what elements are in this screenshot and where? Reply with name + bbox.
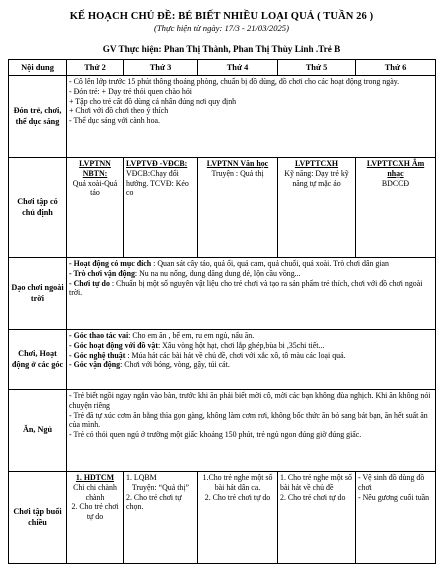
table-row <box>9 390 436 472</box>
activity-cell <box>278 158 356 258</box>
plan-teachers: GV Thực hiện: Phan Thị Thành, Phan Thị Thùy Linh .Trẻ B <box>102 44 341 54</box>
text-line: - Chơi tự do : Chuẩn bị một số nguyên vật liệu cho trẻ chơi và tạo ra sản phẩm trẻ thích, chơi với đồ chơi ngoài trời. <box>69 278 423 298</box>
activity-title: LVPTTCXH <box>294 159 339 168</box>
activity-title: LVPTVĐ -VĐCB: <box>126 159 188 168</box>
activity-body: BDCCĐ <box>381 178 410 188</box>
afternoon-cell <box>278 472 356 564</box>
text-line: - Trẻ biết ngồi ngay ngắn vào bàn, trước khi ăn phải biết mời cô, mời các bạn không đùa nghịch. Khi ăn không nói chuyện riêng <box>69 391 431 410</box>
column-header: Thứ 3 <box>124 60 198 76</box>
activity-body: VĐCB:Chạy đổi hướng. TCVĐ: Kéo co <box>126 168 189 198</box>
activity-cell <box>67 158 124 258</box>
plan-dates: (Thực hiện từ ngày: 17/3 - 21/03/2025) <box>154 23 289 33</box>
activity-cell <box>356 158 436 258</box>
table-row <box>9 76 436 158</box>
row-label: Dạo chơi ngoài trời <box>9 258 67 330</box>
text-line: + Chơi với đồ chơi theo ý thích <box>69 106 169 116</box>
text-line: - Trẻ có thói quen ngủ ở trường một giấc khoảng 150 phút, trẻ ngủ ngon đúng giờ đúng giấc. <box>69 430 362 440</box>
weekly-plan-table <box>8 59 436 564</box>
activity-title: LVPTTCXH Âm nhạc <box>366 159 425 178</box>
choi-goc-content <box>67 330 436 390</box>
column-header: Nội dung <box>9 60 67 76</box>
activity-cell <box>124 158 198 258</box>
afternoon-cell <box>356 472 436 564</box>
text-line: - Đón trẻ: + Dạy trẻ thói quen chào hỏi <box>69 86 192 96</box>
afternoon-cell <box>124 472 198 564</box>
row-label: Đón trẻ, chơi, thể dục sáng <box>9 76 67 158</box>
table-row <box>9 330 436 390</box>
column-header: Thứ 5 <box>278 60 356 76</box>
text-line: Truyện: “Quả thị” <box>131 482 190 492</box>
text-line: - Thể dục sáng với cành hoa. <box>69 116 161 126</box>
text-line: 2. Cho trẻ chơi tự do <box>204 492 271 502</box>
text-line: 2. Cho trẻ chơi tự do <box>71 502 119 522</box>
table-row <box>9 472 436 564</box>
text-line: 2. Cho trẻ chơi tự chọn. <box>126 492 182 512</box>
row-label: Chơi, Hoạt động ở các góc <box>9 330 67 390</box>
text-line: - Nêu gương cuối tuần <box>358 492 430 502</box>
table-row <box>9 158 436 258</box>
activity-title: LVPTNN Văn học <box>206 159 269 168</box>
activity-title: LVPTNN NBTN: <box>79 159 111 178</box>
afternoon-cell <box>198 472 278 564</box>
activity-title: 1. HDTCM <box>75 473 115 482</box>
column-header: Thứ 6 <box>356 60 436 76</box>
activity-title: 1. LQBM <box>126 473 157 482</box>
text-line: - Hoạt động có mục đích : Quan sát cây táo, quả ổi, quả cam, quả chuối, quả xoài. Trò chơi dân gian <box>69 259 389 268</box>
activity-body: Truyện : Quả thị <box>211 168 264 178</box>
text-line: - Góc nghệ thuật : Múa hát các bài hát về chủ đề, chơi với xắc xô, tô màu các loại quả. <box>69 350 346 360</box>
column-header: Thứ 4 <box>198 60 278 76</box>
text-line: - Góc thao tác vai: Cho em ăn , bế em, ru em ngủ, nấu ăn. <box>69 331 255 340</box>
table-row <box>9 258 436 330</box>
afternoon-cell <box>67 472 124 564</box>
activity-body: Quả xoài-Quả táo <box>72 178 118 198</box>
text-line: 2. Cho trẻ chơi tự do <box>280 492 346 502</box>
row-label: Chơi tập có chủ định <box>9 158 67 258</box>
an-ngu-content <box>67 390 436 472</box>
text-line: - Góc hoạt động với đồ vật: Xâu vòng hột hạt, chơi lắp ghép,bùa bi ,35chi tiết... <box>69 340 325 350</box>
table-header-row <box>9 60 436 76</box>
text-line: 1. Cho trẻ nghe một số bài hát về chủ đề <box>280 473 352 492</box>
activity-body: Kỹ năng: Dạy trẻ kỹ năng tự mặc áo <box>284 168 349 188</box>
text-line: - Góc vận động: Chơi với bóng, vòng, gậy, túi cát. <box>69 360 230 370</box>
text-line: - Vệ sinh đồ dùng đồ chơi <box>358 473 425 492</box>
text-line: - Trò chơi vận động: Nu na nu nống, dung dăng dung dẻ, lộn cầu vồng... <box>69 268 301 278</box>
dao-choi-content <box>67 258 436 330</box>
plan-title: KẾ HOẠCH CHỦ ĐỀ: BÉ BIẾT NHIỀU LOẠI QUẢ ( TUẦN 26 ) <box>69 11 374 22</box>
text-line: - Cô lên lớp trước 15 phút thông thoáng phòng, chuẩn bị đồ dùng, đồ chơi cho các hoạt động trong ngày. <box>69 77 400 86</box>
text-line: 1.Cho trẻ nghe một số bài hát dân ca. <box>202 473 273 492</box>
text-line: + Tập cho trẻ cất đồ dùng cá nhân đúng nơi quy định <box>69 96 237 106</box>
row-label: Ăn, Ngủ <box>9 390 67 472</box>
text-line: Chi chi chành chành <box>73 482 117 502</box>
column-header: Thứ 2 <box>67 60 124 76</box>
text-line: - Trẻ đã tự xúc cơm ăn bằng thìa gọn gàng, không làm cơm rơi, không bốc thức ăn bỏ sang bát bạn, ăn hết suất ăn của mình. <box>69 410 428 430</box>
activity-cell <box>198 158 278 258</box>
row-label: Chơi tập buổi chiều <box>9 472 67 564</box>
don-tre-content <box>67 76 436 158</box>
